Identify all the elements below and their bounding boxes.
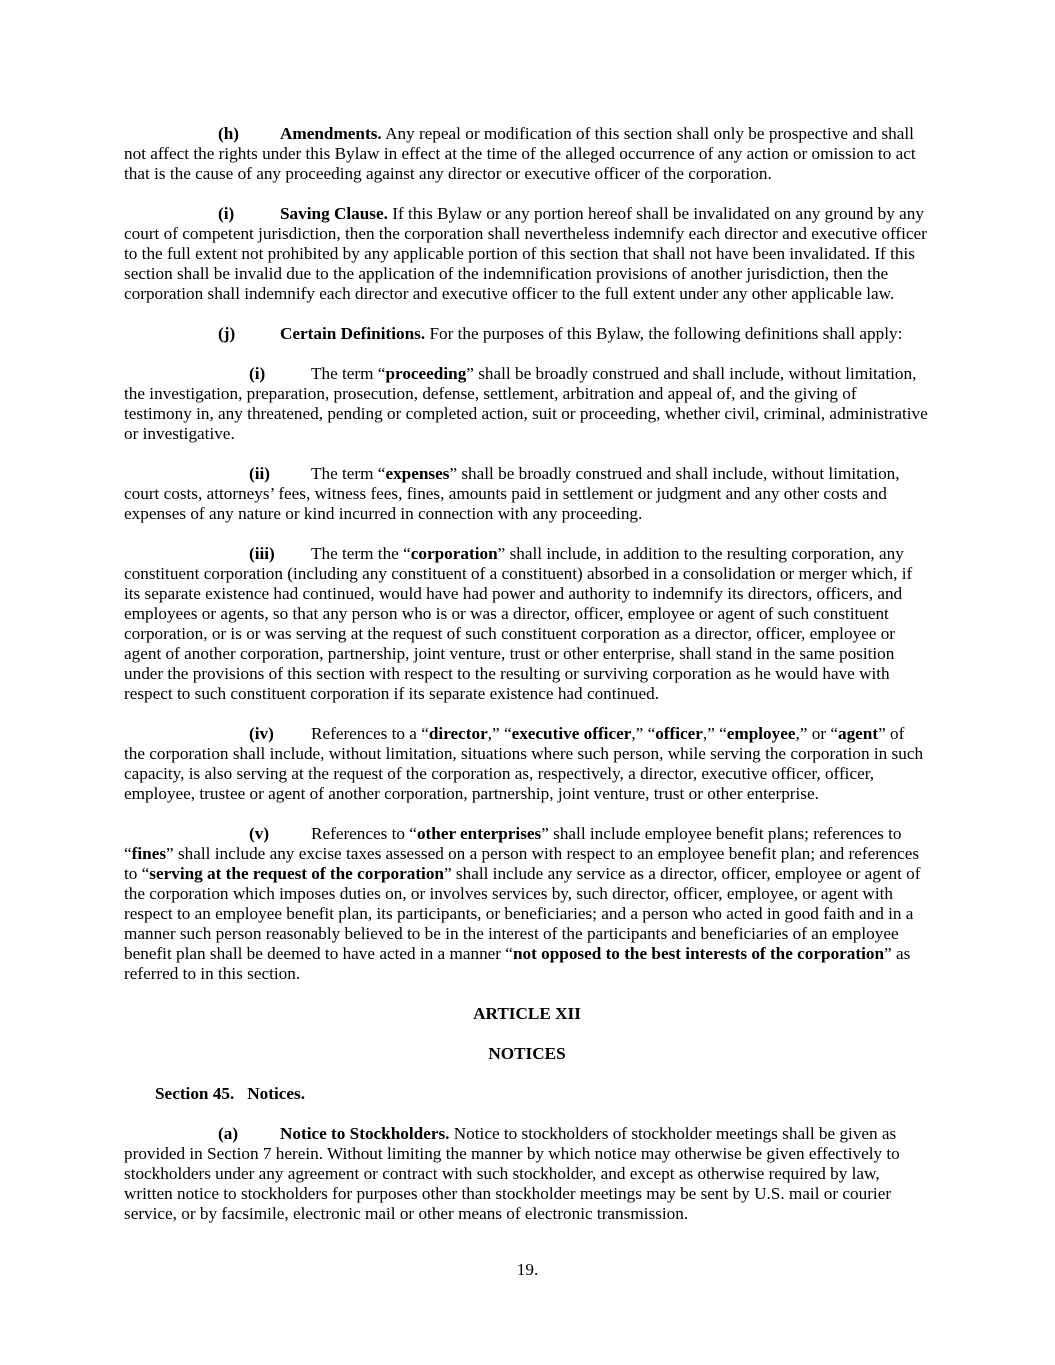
page-body [124, 124, 930, 1244]
line-text: respect to an employee benefit plan, its participants, or beneficiaries; and a person who acted in good faith and in a [124, 904, 914, 923]
text-line: constituent corporation (including any constituent of a constituent) absorbed in a consolidation or merger which, if [124, 564, 913, 583]
defined-term: expenses [385, 464, 450, 483]
definition-corporation [124, 544, 930, 704]
text-line: employee, trustee or agent of another corporation, partnership, joint venture, trust or other enterprise. [124, 784, 819, 803]
section-heading-block [124, 1084, 930, 1104]
line-text: ” as [884, 944, 911, 963]
definition-label: (i) [249, 364, 266, 383]
line-text: ” shall include, in addition to the resulting corporation, any [497, 544, 904, 563]
text-line: the investigation, preparation, prosecution, defense, settlement, arbitration and appeal of, and the giving of [124, 384, 857, 403]
line-text: ” shall include employee benefit plans; references to [541, 824, 902, 843]
line-text: ,” “ [487, 724, 512, 743]
defined-term: proceeding [385, 364, 467, 383]
paragraph-label: (j) [218, 324, 236, 343]
paragraph-first-line [124, 124, 930, 144]
line-text: For the purposes of this Bylaw, the following definitions shall apply: [429, 324, 903, 343]
text-line: to the full extent not prohibited by any applicable portion of this section that shall not have been invalidated. If this [124, 244, 915, 263]
paragraph-heading: Notice to Stockholders. [280, 1124, 450, 1143]
paragraph-label: (a) [218, 1124, 239, 1143]
paragraph-notice-to-stockholders [124, 1124, 930, 1224]
text-line: stockholders under any agreement or contract with such stockholder, and except as otherwise required by law, [124, 1164, 880, 1183]
line-text: ” shall include any service as a director, officer, employee or agent of [444, 864, 921, 883]
article-subtitle-block [124, 1044, 930, 1064]
text-line [124, 864, 930, 884]
text-line: provided in Section 7 herein. Without limiting the manner by which notice may otherwise be given effectively to [124, 1144, 900, 1163]
line-text: Any repeal or modification of this section shall only be prospective and shall [385, 124, 914, 143]
defined-term: not opposed to the best interests of the corporation [512, 944, 885, 963]
line-text: ” of [878, 724, 905, 743]
definition-first-line [124, 544, 930, 564]
paragraph-label: (i) [218, 204, 235, 223]
defined-term: director [428, 724, 488, 743]
definition-director-officer-references [124, 724, 930, 804]
text-line [124, 884, 930, 904]
text-line [124, 964, 930, 984]
paragraph-first-line [124, 324, 930, 344]
text-line: or investigative. [124, 424, 235, 443]
text-line: court of competent jurisdiction, then the corporation shall nevertheless indemnify each director and executive officer [124, 224, 927, 243]
definition-proceeding [124, 364, 930, 444]
line-text: benefit plan shall be deemed to have acted in a manner “ [124, 944, 513, 963]
line-text: ” shall be broadly construed and shall include, without limitation, [449, 464, 900, 483]
text-line: written notice to stockholders for purposes other than stockholder meetings may be sent by U.S. mail or courier [124, 1184, 892, 1203]
line-text: References to a “ [311, 724, 429, 743]
paragraph-heading: Certain Definitions. [280, 324, 426, 343]
text-line: corporation shall indemnify each director and executive officer to the full extent under any other applicable law. [124, 284, 895, 303]
line-text: If this Bylaw or any portion hereof shall be invalidated on any ground by any [392, 204, 924, 223]
defined-term: serving at the request of the corporation [149, 864, 444, 883]
section-heading [124, 1084, 930, 1104]
definition-label: (v) [249, 824, 270, 843]
page-number: 19. [516, 1260, 539, 1279]
paragraph-certain-definitions [124, 324, 930, 344]
text-line [124, 924, 930, 944]
line-text: Notice to stockholders of stockholder meetings shall be given as [453, 1124, 897, 1143]
definition-label: (iii) [249, 544, 275, 563]
text-line [124, 904, 930, 924]
paragraph-heading: Amendments. [280, 124, 382, 143]
paragraph-heading: Saving Clause. [280, 204, 388, 223]
defined-term: fines [131, 844, 167, 863]
defined-term: officer [655, 724, 703, 743]
text-line: not affect the rights under this Bylaw in effect at the time of the alleged occurrence of any action or omission to act [124, 144, 916, 163]
section-title: Notices. [247, 1084, 305, 1103]
defined-term: employee [726, 724, 796, 743]
definition-other-enterprises [124, 824, 930, 984]
line-text: ,” “ [631, 724, 656, 743]
definition-first-line [124, 464, 930, 484]
line-text: to “ [124, 864, 150, 883]
line-text: ” shall be broadly construed and shall include, without limitation, [466, 364, 917, 383]
defined-term: other enterprises [416, 824, 542, 843]
line-text: “ [124, 844, 132, 863]
text-line: respect to such constituent corporation if its separate existence had continued. [124, 684, 660, 703]
definition-expenses [124, 464, 930, 524]
text-line: court costs, attorneys’ fees, witness fees, fines, amounts paid in settlement or judgment and any other costs and [124, 484, 887, 503]
line-text: ” shall include any excise taxes assessed on a person with respect to an employee benefit plan; and references [166, 844, 920, 863]
line-text: the corporation which imposes duties on, or involves services by, such director, officer, employee, or agent with [124, 884, 893, 903]
text-line: that is the cause of any proceeding against any director or executive officer of the corporation. [124, 164, 772, 183]
text-line [124, 944, 930, 964]
text-line: its separate existence had continued, would have had power and authority to indemnify its directors, officers, and [124, 584, 903, 603]
article-subtitle: NOTICES [488, 1044, 566, 1063]
article-title: ARTICLE XII [473, 1004, 581, 1023]
line-text: References to “ [311, 824, 417, 843]
paragraph-first-line [124, 204, 930, 224]
definition-first-line [124, 824, 930, 844]
definition-label: (iv) [249, 724, 274, 743]
text-line: corporation, or is or was serving at the request of such constituent corporation as a director, officer, employee or [124, 624, 896, 643]
text-line: expenses of any nature or kind incurred in connection with any proceeding. [124, 504, 643, 523]
defined-term: executive officer [511, 724, 632, 743]
text-line: testimony in, any threatened, pending or completed action, suit or proceeding, whether civil, criminal, administrative [124, 404, 928, 423]
text-line: agent of another corporation, partnership, joint venture, trust or other enterprise, shall stand in the same position [124, 644, 895, 663]
paragraph-amendments [124, 124, 930, 184]
line-text: manner such person reasonably believed to be in the interest of the participants and beneficiaries of an employee [124, 924, 899, 943]
text-line: under the provisions of this section with respect to the resulting or surviving corporation as he would have with [124, 664, 890, 683]
text-line: section shall be invalid due to the application of the indemnification provisions of another jurisdiction, then the [124, 264, 889, 283]
line-text: The term “ [311, 464, 386, 483]
text-line: employees or agents, so that any person who is or was a director, officer, employee or agent of such constituent [124, 604, 889, 623]
text-line: capacity, is also serving at the request of the corporation as, respectively, a director, executive officer, officer, [124, 764, 875, 783]
defined-term: corporation [410, 544, 498, 563]
definition-label: (ii) [249, 464, 270, 483]
definition-first-line [124, 364, 930, 384]
section-number: Section 45. [155, 1084, 235, 1103]
line-text: ,” “ [702, 724, 727, 743]
line-text: referred to in this section. [124, 964, 301, 983]
paragraph-label: (h) [218, 124, 240, 143]
article-heading-block [124, 1004, 930, 1024]
line-text: The term the “ [311, 544, 411, 563]
text-line: the corporation shall include, without limitation, situations where such person, while serving the corporation in such [124, 744, 924, 763]
line-text: The term “ [311, 364, 386, 383]
text-line: service, or by facsimile, electronic mail or other means of electronic transmission. [124, 1204, 689, 1223]
paragraph-first-line [124, 1124, 930, 1144]
paragraph-saving-clause [124, 204, 930, 304]
text-line [124, 844, 930, 864]
line-text: ,” or “ [795, 724, 838, 743]
definition-first-line [124, 724, 930, 744]
defined-term: agent [837, 724, 879, 743]
